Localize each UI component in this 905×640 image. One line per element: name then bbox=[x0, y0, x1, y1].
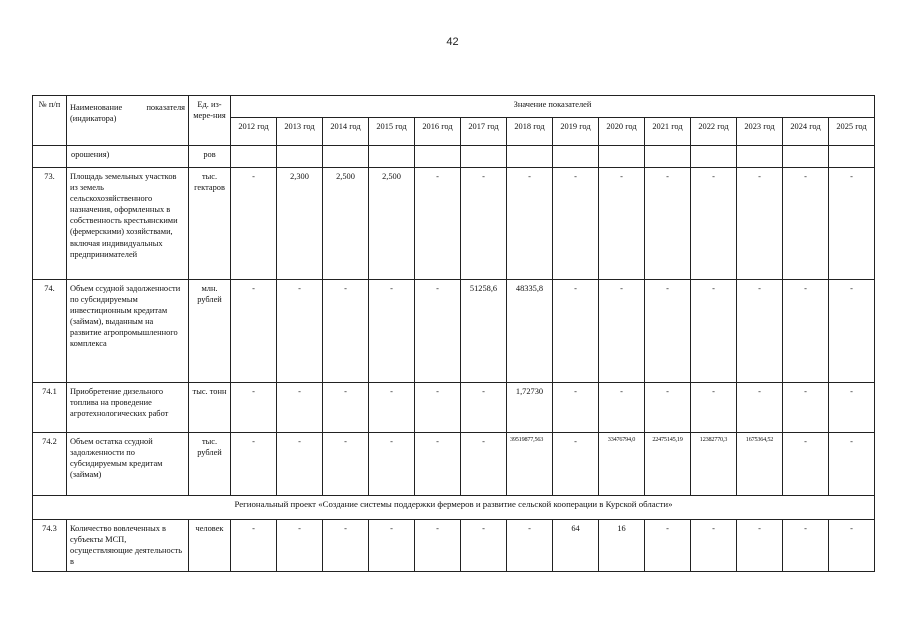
value-cell: - bbox=[645, 280, 691, 383]
year-cell: 2019 год bbox=[553, 118, 599, 146]
value-cell: 12382770,3 bbox=[691, 433, 737, 496]
value-cell: 1675364,52 bbox=[737, 433, 783, 496]
row-number: 74. bbox=[33, 280, 67, 383]
row-number: 73. bbox=[33, 168, 67, 280]
value-cell: - bbox=[415, 168, 461, 280]
row-number: 74.1 bbox=[33, 383, 67, 433]
regional-project-title: Региональный проект «Создание системы поддержки фермеров и развитие сельской кооперации в Курской области» bbox=[33, 496, 875, 520]
row-name: орошения) bbox=[67, 146, 189, 168]
value-cell: - bbox=[553, 383, 599, 433]
value-cell: - bbox=[645, 383, 691, 433]
value-cell: - bbox=[415, 433, 461, 496]
value-cell: 33476794,0 bbox=[599, 433, 645, 496]
value-cell: - bbox=[783, 280, 829, 383]
value-cell bbox=[553, 146, 599, 168]
value-cell: - bbox=[737, 383, 783, 433]
value-cell: - bbox=[231, 168, 277, 280]
row-number: 74.3 bbox=[33, 520, 67, 572]
row-unit: тыс. тонн bbox=[189, 383, 231, 433]
value-cell: 2,500 bbox=[369, 168, 415, 280]
year-cell: 2014 год bbox=[323, 118, 369, 146]
value-cell bbox=[829, 146, 875, 168]
row-unit: тыс. рублей bbox=[189, 433, 231, 496]
header-row-1 bbox=[33, 96, 875, 118]
row-unit: млн. рублей bbox=[189, 280, 231, 383]
value-cell: - bbox=[461, 383, 507, 433]
header-unit: Ед. из-мере-ния bbox=[189, 96, 231, 146]
year-cell: 2024 год bbox=[783, 118, 829, 146]
value-cell bbox=[461, 146, 507, 168]
value-cell: - bbox=[323, 383, 369, 433]
value-cell: - bbox=[231, 433, 277, 496]
value-cell: - bbox=[553, 168, 599, 280]
value-cell: 1,72730 bbox=[507, 383, 553, 433]
table-row bbox=[33, 146, 875, 168]
value-cell: - bbox=[645, 520, 691, 572]
value-cell: - bbox=[461, 520, 507, 572]
value-cell bbox=[507, 146, 553, 168]
value-cell: - bbox=[415, 280, 461, 383]
value-cell: - bbox=[829, 520, 875, 572]
value-cell: 22475145,19 bbox=[645, 433, 691, 496]
value-cell: - bbox=[277, 520, 323, 572]
value-cell: 2,500 bbox=[323, 168, 369, 280]
value-cell bbox=[323, 146, 369, 168]
value-cell: - bbox=[553, 433, 599, 496]
regional-project-row bbox=[33, 496, 875, 520]
row-number: 74.2 bbox=[33, 433, 67, 496]
value-cell bbox=[737, 146, 783, 168]
row-name: Количество вовлеченных в субъекты МСП, осуществляющие деятельность в bbox=[67, 520, 189, 572]
year-cell: 2023 год bbox=[737, 118, 783, 146]
value-cell: - bbox=[599, 383, 645, 433]
value-cell: - bbox=[691, 383, 737, 433]
page-number: 42 bbox=[446, 36, 459, 48]
value-cell: - bbox=[691, 168, 737, 280]
value-cell: 39519877,563 bbox=[507, 433, 553, 496]
value-cell bbox=[415, 146, 461, 168]
table-row bbox=[33, 168, 875, 280]
value-cell: 2,300 bbox=[277, 168, 323, 280]
value-cell: - bbox=[369, 520, 415, 572]
header-values: Значение показателей bbox=[231, 96, 875, 118]
value-cell: - bbox=[599, 280, 645, 383]
value-cell bbox=[369, 146, 415, 168]
value-cell: - bbox=[231, 280, 277, 383]
row-unit: человек bbox=[189, 520, 231, 572]
year-cell: 2017 год bbox=[461, 118, 507, 146]
year-cell: 2018 год bbox=[507, 118, 553, 146]
value-cell: - bbox=[369, 433, 415, 496]
table-row bbox=[33, 433, 875, 496]
header-no: № п/п bbox=[33, 96, 67, 146]
row-name: Площадь земельных участков из земель сельскохозяйственного назначения, оформленных в собственность крестьянскими (фермерскими) хозяйствами, включая индивидуальных предпринимателей bbox=[67, 168, 189, 280]
header-name: Наименование показателя (индикатора) bbox=[67, 96, 189, 146]
row-unit: тыс. гектаров bbox=[189, 168, 231, 280]
value-cell: - bbox=[645, 168, 691, 280]
row-name: Объем остатка ссудной задолженности по субсидируемым кредитам (займам) bbox=[67, 433, 189, 496]
row-name: Объем ссудной задолженности по субсидируемым инвестиционным кредитам (займам), выданным на развитие агропромышленного комплекса bbox=[67, 280, 189, 383]
year-cell: 2016 год bbox=[415, 118, 461, 146]
year-cell: 2022 год bbox=[691, 118, 737, 146]
value-cell: - bbox=[231, 520, 277, 572]
row-unit: ров bbox=[189, 146, 231, 168]
year-cell: 2020 год bbox=[599, 118, 645, 146]
table-row bbox=[33, 280, 875, 383]
value-cell: - bbox=[277, 383, 323, 433]
value-cell bbox=[277, 146, 323, 168]
value-cell: - bbox=[691, 520, 737, 572]
value-cell: - bbox=[737, 280, 783, 383]
value-cell: - bbox=[231, 383, 277, 433]
row-name: Приобретение дизельного топлива на проведение агротехнологических работ bbox=[67, 383, 189, 433]
value-cell: - bbox=[415, 520, 461, 572]
year-cell: 2025 год bbox=[829, 118, 875, 146]
value-cell: 51258,6 bbox=[461, 280, 507, 383]
value-cell: - bbox=[829, 168, 875, 280]
value-cell: - bbox=[783, 433, 829, 496]
value-cell bbox=[691, 146, 737, 168]
value-cell bbox=[231, 146, 277, 168]
value-cell: - bbox=[323, 433, 369, 496]
table-row bbox=[33, 383, 875, 433]
value-cell bbox=[645, 146, 691, 168]
value-cell: - bbox=[507, 520, 553, 572]
value-cell: - bbox=[553, 280, 599, 383]
value-cell: - bbox=[277, 280, 323, 383]
value-cell: - bbox=[461, 433, 507, 496]
value-cell: - bbox=[829, 280, 875, 383]
value-cell: - bbox=[507, 168, 553, 280]
value-cell: - bbox=[323, 520, 369, 572]
value-cell bbox=[599, 146, 645, 168]
value-cell: 64 bbox=[553, 520, 599, 572]
value-cell: - bbox=[323, 280, 369, 383]
value-cell: - bbox=[829, 383, 875, 433]
indicators-table bbox=[32, 95, 875, 572]
value-cell: - bbox=[737, 168, 783, 280]
year-cell: 2013 год bbox=[277, 118, 323, 146]
value-cell: - bbox=[783, 168, 829, 280]
value-cell: - bbox=[829, 433, 875, 496]
value-cell: - bbox=[369, 383, 415, 433]
value-cell: - bbox=[461, 168, 507, 280]
value-cell: - bbox=[599, 168, 645, 280]
value-cell: 16 bbox=[599, 520, 645, 572]
value-cell: - bbox=[415, 383, 461, 433]
value-cell bbox=[783, 146, 829, 168]
value-cell: - bbox=[783, 520, 829, 572]
table-row bbox=[33, 520, 875, 572]
value-cell: 48335,8 bbox=[507, 280, 553, 383]
year-cell: 2021 год bbox=[645, 118, 691, 146]
year-cell: 2012 год bbox=[231, 118, 277, 146]
value-cell: - bbox=[277, 433, 323, 496]
value-cell: - bbox=[691, 280, 737, 383]
value-cell: - bbox=[783, 383, 829, 433]
year-cell: 2015 год bbox=[369, 118, 415, 146]
value-cell: - bbox=[737, 520, 783, 572]
value-cell: - bbox=[369, 280, 415, 383]
row-number bbox=[33, 146, 67, 168]
